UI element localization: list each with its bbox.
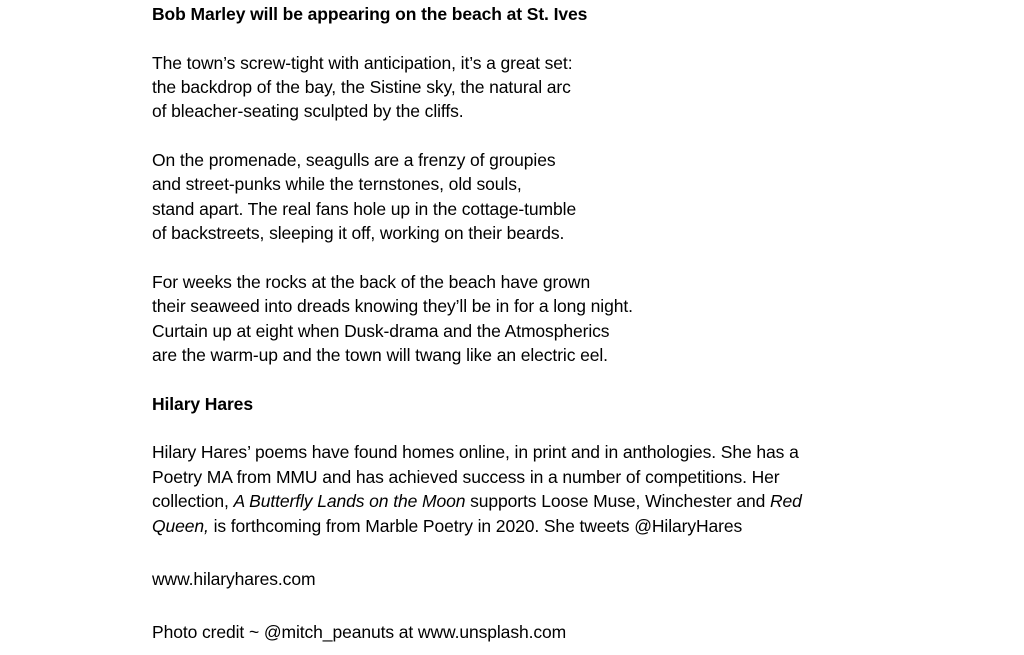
author-name: Hilary Hares xyxy=(152,394,253,414)
stanza-2-line-4: of backstreets, sleeping it off, working on their beards. xyxy=(152,223,565,243)
book-title-2-start: Red xyxy=(770,491,802,511)
book-title-2-end: Queen, xyxy=(152,516,209,536)
bio-line-3-text-b: supports Loose Muse, Winchester and xyxy=(465,491,771,511)
stanza-3-line-1: For weeks the rocks at the back of the beach have grown xyxy=(152,272,591,292)
bio-line-3 xyxy=(152,490,802,512)
bio-line-4 xyxy=(152,515,742,537)
website-link[interactable]: www.hilaryhares.com xyxy=(152,569,316,589)
bio-line-2: Poetry MA from MMU and has achieved success in a number of competitions. Her xyxy=(152,467,780,487)
bio-line-3-text-a: collection, xyxy=(152,491,234,511)
poem-title: Bob Marley will be appearing on the beach at St. Ives xyxy=(152,4,588,24)
stanza-3-line-4: are the warm-up and the town will twang like an electric eel. xyxy=(152,345,608,365)
stanza-1-line-3: of bleacher-seating sculpted by the cliffs. xyxy=(152,101,464,121)
bio-line-4-text: is forthcoming from Marble Poetry in 2020. She tweets @HilaryHares xyxy=(208,516,743,536)
stanza-2-line-2: and street-punks while the ternstones, old souls, xyxy=(152,174,522,194)
stanza-2-line-1: On the promenade, seagulls are a frenzy of groupies xyxy=(152,150,556,170)
bio-line-1: Hilary Hares’ poems have found homes online, in print and in anthologies. She has a xyxy=(152,442,799,462)
stanza-3-line-2: their seaweed into dreads knowing they’ll be in for a long night. xyxy=(152,296,633,316)
stanza-3-line-3: Curtain up at eight when Dusk-drama and the Atmospherics xyxy=(152,321,610,341)
stanza-2-line-3: stand apart. The real fans hole up in the cottage-tumble xyxy=(152,199,577,219)
photo-credit: Photo credit ~ @mitch_peanuts at www.unsplash.com xyxy=(152,622,567,642)
stanza-1-line-2: the backdrop of the bay, the Sistine sky, the natural arc xyxy=(152,77,571,97)
stanza-1-line-1: The town’s screw-tight with anticipation, it’s a great set: xyxy=(152,53,573,73)
book-title: A Butterfly Lands on the Moon xyxy=(233,491,466,511)
